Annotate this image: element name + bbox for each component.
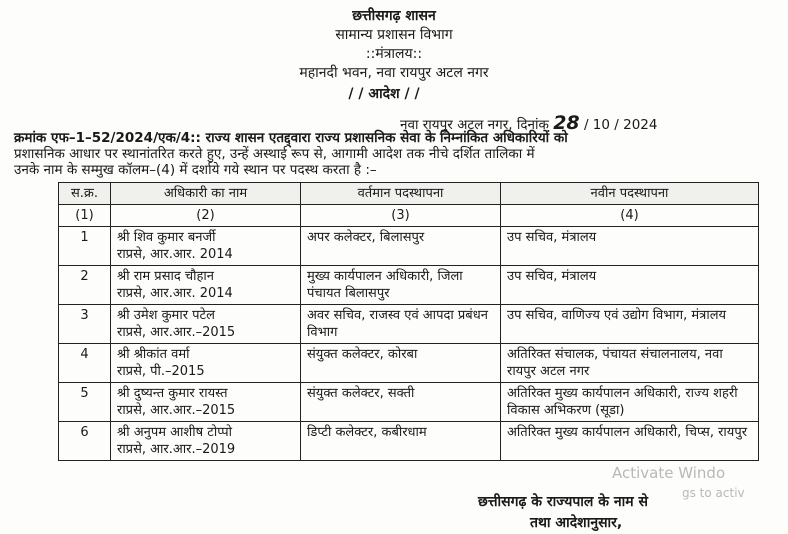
col-number: (2) [111, 205, 301, 227]
table-row [59, 305, 759, 344]
header-new-posting: नवीन पदस्थापना [501, 183, 759, 205]
table-row [59, 422, 759, 461]
row-new-posting: उप सचिव, वाणिज्य एवं उद्योग विभाग, मंत्रालय [501, 305, 759, 344]
place-date-day: 28 [553, 112, 580, 134]
officer-service: राप्रसे, आर.आर.–2015 [117, 403, 236, 418]
row-sn: 2 [59, 266, 111, 305]
row-sn: 1 [59, 227, 111, 266]
row-sn: 6 [59, 422, 111, 461]
header-officer-name: अधिकारी का नाम [111, 183, 301, 205]
row-new-posting: उप सचिव, मंत्रालय [501, 266, 759, 305]
table-row [59, 383, 759, 422]
officer-service: राप्रसे, आर.आर.–2019 [117, 442, 236, 457]
header-current-posting: वर्तमान पदस्थापना [301, 183, 501, 205]
row-new-posting: अतिरिक्त मुख्य कार्यपालन अधिकारी, राज्य शहरी विकास अभिकरण (सूडा) [501, 383, 759, 422]
place-date-prefix: नवा रायपुर अटल नगर, दिनांक [400, 117, 549, 133]
officer-name: श्री शिव कुमार बनर्जी [117, 230, 216, 245]
header-line-ministry: ::मंत्रालय:: [365, 46, 423, 62]
row-new-posting: अतिरिक्त मुख्य कार्यपालन अधिकारी, चिप्स, रायपुर [501, 422, 759, 461]
officer-service: राप्रसे, पी.–2015 [117, 364, 205, 379]
officer-name: श्री अनुपम आशीष टोप्पो [117, 425, 232, 440]
row-sn: 4 [59, 344, 111, 383]
header-sn: स.क्र. [59, 183, 111, 205]
row-current-posting: संयुक्त कलेक्टर, सक्ती [301, 383, 501, 422]
row-current-posting: अवर सचिव, राजस्व एवं आपदा प्रबंधन विभाग [301, 305, 501, 344]
activate-windows-watermark-line-2: gs to activ [682, 486, 745, 500]
signature-line-2: तथा आदेशानुसार, [530, 515, 623, 531]
officer-service: राप्रसे, आर.आर. 2014 [117, 286, 233, 301]
row-officer [111, 422, 301, 461]
activate-windows-watermark-line-1: Activate Windo [612, 464, 726, 482]
row-new-posting: अतिरिक्त संचालक, पंचायत संचालनालय, नवा रायपुर अटल नगर [501, 344, 759, 383]
order-para-line-3: उनके नाम के सम्मुख कॉलम–(4) में दर्शाये गये स्थान पर पदस्थ करता है :– [14, 162, 377, 178]
row-sn: 3 [59, 305, 111, 344]
col-number: (3) [301, 205, 501, 227]
order-para-line-2: प्रशासनिक आधार पर स्थानांतरित करते हुए, उन्हें अस्थाई रूप से, आगामी आदेश तक नीचे दर्शित तालिका में [14, 146, 535, 162]
row-officer [111, 305, 301, 344]
officer-name: श्री राम प्रसाद चौहान [117, 269, 214, 284]
row-current-posting: संयुक्त कलेक्टर, कोरबा [301, 344, 501, 383]
table-header-row [59, 183, 759, 205]
header-line-govt: छत्तीसगढ़ शासन [352, 8, 436, 24]
officer-name: श्री उमेश कुमार पटेल [117, 308, 215, 323]
row-officer [111, 227, 301, 266]
officer-name: श्री श्रीकांत वर्मा [117, 347, 190, 362]
row-current-posting: अपर कलेक्टर, बिलासपुर [301, 227, 501, 266]
row-current-posting: डिप्टी कलेक्टर, कबीरधाम [301, 422, 501, 461]
officer-service: राप्रसे, आर.आर.–2015 [117, 325, 236, 340]
row-officer [111, 344, 301, 383]
order-paragraph [14, 130, 774, 178]
order-para-line-1: क्रमांक एफ–1–52/2024/एक/4:: राज्य शासन एतद्द्वारा राज्य प्रशासनिक सेवा के निम्नांकित अधिकारियों को [14, 130, 568, 146]
row-sn: 5 [59, 383, 111, 422]
table-column-number-row [59, 205, 759, 227]
row-current-posting: मुख्य कार्यपालन अधिकारी, जिला पंचायत बिलासपुर [301, 266, 501, 305]
col-number: (4) [501, 205, 759, 227]
row-new-posting: उप सचिव, मंत्रालय [501, 227, 759, 266]
col-number: (1) [59, 205, 111, 227]
table-row [59, 227, 759, 266]
header-line-order: / / आदेश / / [348, 86, 420, 102]
header-line-address: महानदी भवन, नवा रायपुर अटल नगर [299, 65, 489, 81]
posting-table [58, 182, 759, 461]
row-officer [111, 266, 301, 305]
signature-line-1: छत्तीसगढ़ के राज्यपाल के नाम से [478, 494, 648, 510]
officer-name: श्री दुष्यन्त कुमार रायस्त [117, 386, 228, 401]
row-officer [111, 383, 301, 422]
table-row [59, 266, 759, 305]
header-line-dept: सामान्य प्रशासन विभाग [335, 27, 453, 43]
officer-service: राप्रसे, आर.आर. 2014 [117, 247, 233, 262]
place-date-rest: / 10 / 2024 [583, 117, 658, 133]
table-row [59, 344, 759, 383]
